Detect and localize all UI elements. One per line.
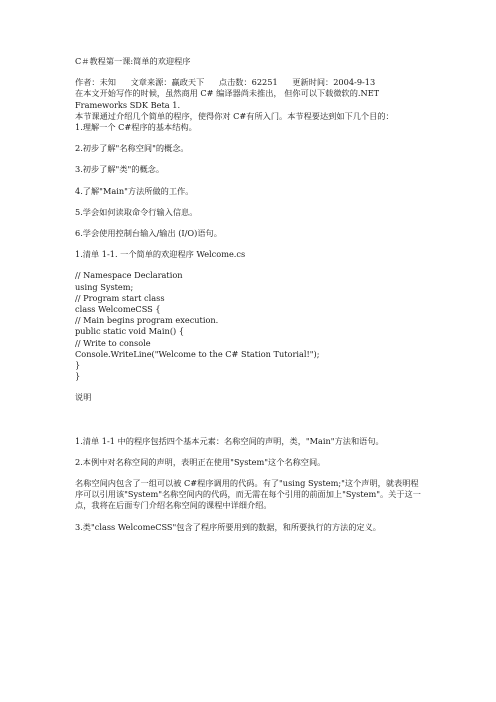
goal-item: 6.学会使用控制台输入/输出 (I/O)语句。 [75, 228, 222, 239]
explain-paragraph: 2.本例中对名称空间的声明，表明正在使用"System"这个名称空间。 [75, 456, 326, 467]
meta-clicks: 点击数：62251 [218, 77, 278, 88]
goal-item: 2.初步了解"名称空间"的概念。 [75, 143, 189, 154]
code-line: public static void Main() { [75, 326, 185, 337]
listing-caption: 1.清单 1-1. 一个简单的欢迎程序 Welcome.cs [75, 249, 246, 260]
goals-intro: 本节课通过介绍几个简单的程序，使得你对 C#有所入门。本节程要达到如下几个目的： [75, 110, 394, 121]
meta-author: 作者：未知 [75, 77, 116, 88]
article-meta [75, 77, 425, 88]
explain-paragraph: 名称空间内包含了一组可以被 C#程序调用的代码。有了"using System;"这个声明，就表明程序可以引用该"System"名称空间内的代码，而无需在每个引用的前面加上"System"。关于这一点，我将在后面专门介绍名称空间的课程中详细介绍。 [75, 478, 421, 511]
meta-updated: 更新时间：2004-9-13 [292, 77, 376, 88]
code-line: // Namespace Declaration [75, 270, 183, 281]
code-line: } [75, 360, 81, 371]
intro-paragraph: 在本文开始写作的时候，虽然商用 C# 编译器尚未推出， 但你可以下载微软的.NET Frameworks SDK Beta 1. [75, 88, 380, 110]
code-line: } [75, 371, 81, 382]
goal-item: 4.了解"Main"方法所做的工作。 [75, 185, 194, 196]
code-line: // Main begins program execution. [75, 315, 219, 326]
code-line: // Write to console [75, 337, 151, 348]
goal-item: 5.学会如何读取命令行输入信息。 [75, 206, 198, 217]
explain-heading: 说明 [75, 392, 92, 403]
code-listing [75, 270, 425, 382]
explain-paragraph: 1.清单 1-1 中的程序包括四个基本元素：名称空间的声明，类，"Main"方法和语句。 [75, 435, 384, 446]
article-title: C＃教程第一课:简单的欢迎程序 [75, 56, 191, 66]
goal-item: 1.理解一个 C#程序的基本结构。 [75, 122, 197, 133]
goal-item: 3.初步了解"类"的概念。 [75, 164, 165, 175]
meta-source: 文章来源：赢政天下 [130, 77, 205, 88]
code-line: using System; [75, 281, 134, 292]
code-line: Console.WriteLine("Welcome to the C# Station Tutorial!"); [75, 348, 320, 359]
code-line: class WelcomeCSS { [75, 304, 161, 315]
explain-paragraph: 3.类"class WelcomeCSS"包含了程序所要用到的数据，和所要执行的方法的定义。 [75, 521, 381, 532]
code-line: // Program start class [75, 292, 165, 303]
article-body [75, 56, 425, 533]
